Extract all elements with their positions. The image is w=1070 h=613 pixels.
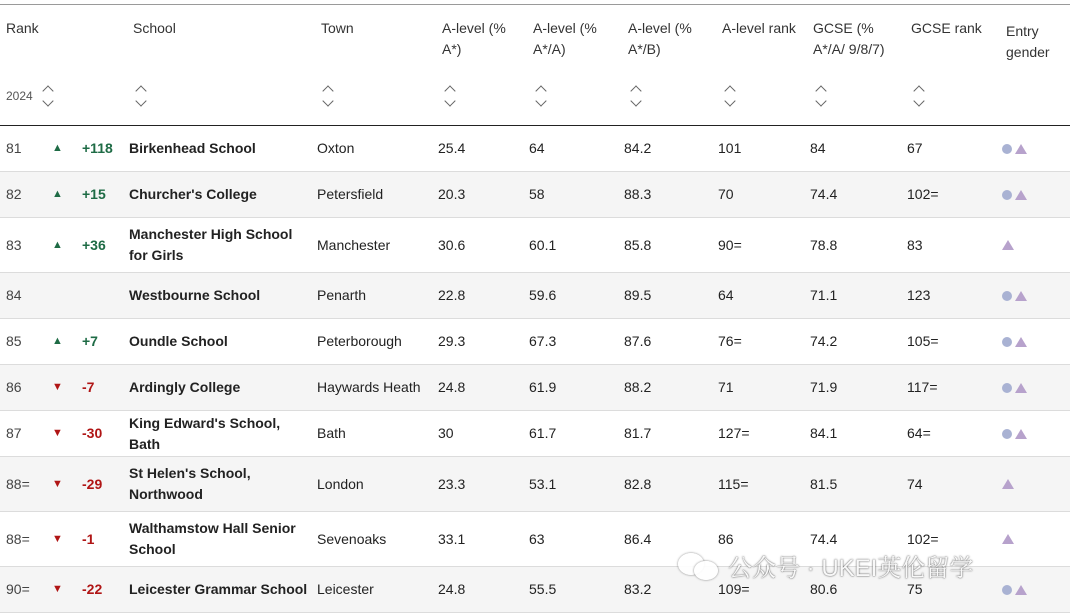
alevel-rank-cell: 76=: [718, 333, 742, 349]
entry-gender-cell: [1002, 512, 1014, 566]
gcse-rank-cell: 102=: [907, 186, 939, 202]
school-name-cell: Walthamstow Hall Senior School: [129, 520, 296, 557]
town-cell: Peterborough: [317, 333, 402, 349]
alevel-b-cell: 89.5: [624, 287, 652, 303]
alevel-astar-cell: 29.3: [438, 333, 466, 349]
girls-triangle-icon: [1015, 291, 1027, 301]
entry-gender-cell: [1002, 218, 1014, 272]
sort-rank-icon[interactable]: [42, 83, 54, 111]
gcse-cell: 80.6: [810, 581, 838, 597]
alevel-astar-cell: 25.4: [438, 140, 466, 156]
alevel-a-cell: 59.6: [529, 287, 557, 303]
entry-gender-cell: [1002, 319, 1027, 364]
rank-cell: 88=: [6, 530, 30, 547]
town-cell: London: [317, 475, 364, 492]
rank-change-cell: +15: [82, 186, 106, 202]
header-town[interactable]: [321, 18, 354, 39]
gcse-rank-cell: 83: [907, 236, 923, 253]
header-alevel-astar-line1: A-level (%: [442, 20, 506, 36]
boys-circle-icon: [1002, 337, 1012, 347]
entry-gender-cell: [1002, 172, 1027, 217]
header-gcse[interactable]: [813, 18, 885, 60]
girls-triangle-icon: [1015, 337, 1027, 347]
wechat-icon: [678, 551, 720, 581]
header-gender-line2: gender: [1006, 44, 1050, 60]
alevel-astar-cell: 33.1: [438, 530, 466, 547]
sort-alevel-a-icon[interactable]: [535, 83, 547, 111]
header-gcse-rank-label: GCSE rank: [911, 20, 982, 36]
header-alevel-rank-label: A-level rank: [722, 20, 796, 36]
table-row[interactable]: [0, 172, 1070, 218]
alevel-a-cell: 64: [529, 140, 545, 156]
rank-cell: 85: [6, 333, 22, 349]
entry-gender-cell: [1002, 457, 1014, 511]
boys-circle-icon: [1002, 291, 1012, 301]
gcse-rank-cell: 64=: [907, 425, 931, 441]
alevel-astar-cell: 20.3: [438, 186, 466, 202]
alevel-rank-cell: 127=: [718, 425, 750, 441]
rank-change-cell: +118: [82, 140, 113, 156]
header-gcse-rank[interactable]: [911, 18, 982, 39]
gcse-cell: 74.2: [810, 333, 838, 349]
rank-cell: 90=: [6, 581, 30, 597]
table-row[interactable]: [0, 126, 1070, 172]
rank-change-cell: -29: [82, 475, 103, 492]
sort-school-icon[interactable]: [135, 83, 147, 111]
alevel-a-cell: 61.7: [529, 425, 557, 441]
alevel-rank-cell: 86: [718, 530, 734, 547]
header-gender-line1: Entry: [1006, 23, 1039, 39]
town-cell: Penarth: [317, 287, 367, 303]
entry-gender-cell: [1002, 126, 1027, 171]
entry-gender-cell: [1002, 567, 1027, 612]
header-gcse-line1: GCSE (%: [813, 20, 874, 36]
girls-triangle-icon: [1015, 585, 1027, 595]
alevel-a-cell: 60.1: [529, 236, 557, 253]
alevel-b-cell: 81.7: [624, 425, 652, 441]
alevel-astar-cell: 30: [438, 425, 454, 441]
header-alevel-b[interactable]: [628, 18, 692, 60]
header-alevel-astar-line2: A*): [442, 41, 462, 57]
alevel-b-cell: 85.8: [624, 236, 652, 253]
alevel-b-cell: 88.3: [624, 186, 652, 202]
school-name-cell: Oundle School: [129, 333, 228, 349]
gcse-cell: 74.4: [810, 186, 838, 202]
rank-cell: 88=: [6, 475, 30, 492]
table-row[interactable]: [0, 457, 1070, 512]
watermark: [678, 548, 973, 583]
alevel-b-cell: 83.2: [624, 581, 652, 597]
rank-change-cell: -1: [82, 530, 95, 547]
gcse-cell: 84: [810, 140, 826, 156]
entry-gender-cell: [1002, 273, 1027, 318]
header-alevel-b-line1: A-level (%: [628, 20, 692, 36]
gcse-rank-cell: 105=: [907, 333, 939, 349]
header-alevel-astar[interactable]: [442, 18, 506, 60]
rank-up-icon: ▲: [52, 142, 63, 154]
header-rank[interactable]: [6, 18, 39, 39]
school-name-cell: Churcher's College: [129, 186, 257, 202]
alevel-astar-cell: 24.8: [438, 379, 466, 395]
school-name-cell: Westbourne School: [129, 287, 261, 303]
school-name-cell: Manchester High School for Girls: [129, 226, 293, 263]
rank-change-cell: +36: [82, 236, 106, 253]
rank-change-cell: -7: [82, 379, 95, 395]
alevel-rank-cell: 115=: [718, 475, 749, 492]
school-name-cell: St Helen's School, Northwood: [129, 465, 251, 502]
gcse-rank-cell: 102=: [907, 530, 939, 547]
rank-down-icon: ▼: [52, 381, 63, 393]
alevel-rank-cell: 64: [718, 287, 734, 303]
rank-cell: 81: [6, 140, 22, 156]
school-name-cell: Birkenhead School: [129, 140, 256, 156]
alevel-a-cell: 55.5: [529, 581, 557, 597]
sort-gcse-icon[interactable]: [815, 83, 827, 111]
header-alevel-rank[interactable]: [722, 18, 796, 39]
table-row[interactable]: [0, 273, 1070, 319]
rank-change-cell: +7: [82, 333, 98, 349]
table-row[interactable]: [0, 411, 1070, 457]
rank-down-icon: ▼: [52, 583, 63, 595]
town-cell: Oxton: [317, 140, 355, 156]
rank-cell: 83: [6, 236, 22, 253]
header-town-label: Town: [321, 20, 354, 36]
sort-alevel-rank-icon[interactable]: [724, 83, 736, 111]
table-row[interactable]: [0, 218, 1070, 273]
alevel-a-cell: 61.9: [529, 379, 557, 395]
alevel-b-cell: 84.2: [624, 140, 652, 156]
rank-up-icon: ▲: [52, 188, 63, 200]
header-school[interactable]: [133, 18, 176, 39]
boys-circle-icon: [1002, 144, 1012, 154]
gcse-cell: 84.1: [810, 425, 838, 441]
rank-down-icon: ▼: [52, 477, 63, 490]
rank-cell: 82: [6, 186, 22, 202]
header-alevel-a-line2: A*/A): [533, 41, 566, 57]
alevel-astar-cell: 22.8: [438, 287, 466, 303]
rank-down-icon: ▼: [52, 427, 63, 439]
girls-triangle-icon: [1002, 240, 1014, 250]
boys-circle-icon: [1002, 383, 1012, 393]
town-cell: Bath: [317, 425, 346, 441]
rank-up-icon: ▲: [52, 238, 63, 251]
sort-gcse-rank-icon[interactable]: [913, 83, 925, 111]
alevel-astar-cell: 23.3: [438, 475, 466, 492]
gcse-rank-cell: 67: [907, 140, 923, 156]
alevel-rank-cell: 90=: [718, 236, 742, 253]
alevel-rank-cell: 109=: [718, 581, 750, 597]
alevel-b-cell: 82.8: [624, 475, 652, 492]
school-name-cell: Ardingly College: [129, 379, 241, 395]
alevel-rank-cell: 101: [718, 140, 742, 156]
alevel-b-cell: 86.4: [624, 530, 652, 547]
girls-triangle-icon: [1015, 383, 1027, 393]
table-row[interactable]: [0, 365, 1070, 411]
rank-up-icon: ▲: [52, 335, 63, 347]
gcse-rank-cell: 117=: [907, 379, 938, 395]
entry-gender-cell: [1002, 411, 1027, 456]
alevel-rank-cell: 70: [718, 186, 734, 202]
school-name-cell: King Edward's School, Bath: [129, 414, 281, 452]
entry-gender-cell: [1002, 365, 1027, 410]
sort-town-icon[interactable]: [322, 83, 334, 111]
town-cell: Manchester: [317, 236, 391, 253]
alevel-astar-cell: 30.6: [438, 236, 466, 253]
girls-triangle-icon: [1015, 190, 1027, 200]
alevel-b-cell: 87.6: [624, 333, 652, 349]
header-alevel-a-line1: A-level (%: [533, 20, 597, 36]
gcse-cell: 74.4: [810, 530, 838, 547]
alevel-b-cell: 88.2: [624, 379, 652, 395]
watermark-text: 公众号 · UKEI英伦留学: [728, 555, 974, 582]
boys-circle-icon: [1002, 585, 1012, 595]
header-rank-label: Rank: [6, 20, 39, 36]
alevel-a-cell: 63: [529, 530, 545, 547]
alevel-a-cell: 58: [529, 186, 545, 202]
rank-cell: 84: [6, 287, 22, 303]
rank-change-cell: -22: [82, 581, 103, 597]
town-cell: Sevenoaks: [317, 530, 387, 547]
town-cell: Petersfield: [317, 186, 384, 202]
sort-alevel-b-icon[interactable]: [630, 83, 642, 111]
gcse-rank-cell: 75: [907, 581, 923, 597]
rank-down-icon: ▼: [52, 532, 63, 545]
school-name-cell: Leicester Grammar School: [129, 581, 308, 597]
header-school-label: School: [133, 20, 176, 36]
header-alevel-b-line2: A*/B): [628, 41, 661, 57]
town-cell: Leicester: [317, 581, 374, 597]
rank-cell: 86: [6, 379, 22, 395]
header-year: 2024: [6, 89, 33, 103]
header-entry-gender: [1006, 21, 1050, 63]
gcse-cell: 78.8: [810, 236, 838, 253]
gcse-cell: 71.9: [810, 379, 838, 395]
alevel-astar-cell: 24.8: [438, 581, 466, 597]
gcse-rank-cell: 123: [907, 287, 931, 303]
header-gcse-line2: A*/A/ 9/8/7): [813, 41, 885, 57]
girls-triangle-icon: [1002, 479, 1014, 489]
alevel-a-cell: 67.3: [529, 333, 557, 349]
boys-circle-icon: [1002, 429, 1012, 439]
gcse-cell: 71.1: [810, 287, 838, 303]
rank-cell: 87: [6, 425, 22, 441]
boys-circle-icon: [1002, 190, 1012, 200]
table-header: [0, 5, 1070, 125]
girls-triangle-icon: [1002, 534, 1014, 544]
rank-change-cell: -30: [82, 425, 103, 441]
alevel-a-cell: 53.1: [529, 475, 557, 492]
gcse-rank-cell: 74: [907, 475, 923, 492]
alevel-rank-cell: 71: [718, 379, 734, 395]
gcse-cell: 81.5: [810, 475, 838, 492]
town-cell: Haywards Heath: [317, 379, 421, 395]
girls-triangle-icon: [1015, 429, 1027, 439]
header-alevel-a[interactable]: [533, 18, 597, 60]
table-row[interactable]: [0, 319, 1070, 365]
sort-alevel-astar-icon[interactable]: [444, 83, 456, 111]
girls-triangle-icon: [1015, 144, 1027, 154]
